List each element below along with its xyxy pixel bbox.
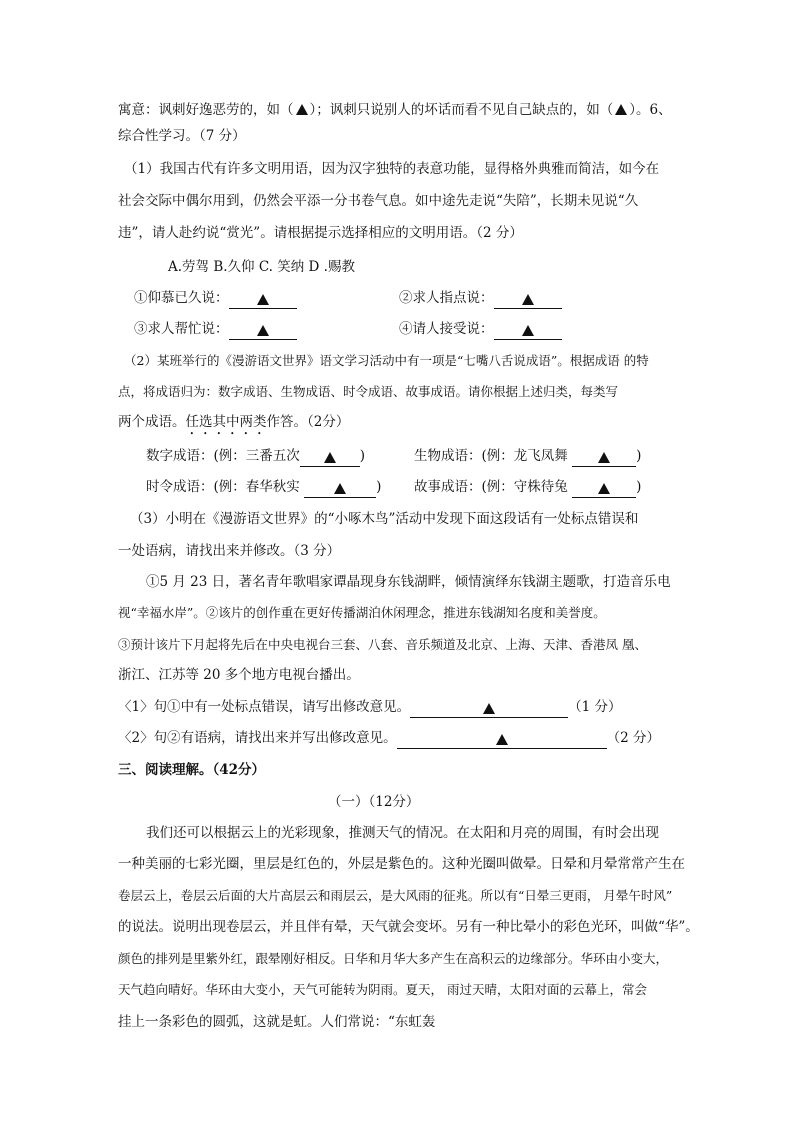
answer-blank-icon [483, 703, 495, 714]
answer-field[interactable] [494, 293, 562, 309]
answer-blank-icon [257, 294, 269, 305]
q3-passage-1: ①5 月 23 日，著名青年歌唱家谭晶现身东钱湖畔，倾情演绎东钱湖主题歌，打造音乐电 [146, 574, 671, 590]
reading-line-2: 一种美丽的七彩光圈，里层是红色的，外层是紫色的。这种光圈叫做晕。日晕和月晕常常产生在 [118, 856, 685, 872]
answer-blank-icon [496, 734, 508, 745]
answer-blank-icon [522, 294, 534, 305]
subsection-1-heading: （一）（12分） [328, 794, 420, 810]
q3-intro-2: 一处语病，请找出来并修改。（3 分） [118, 543, 341, 559]
reading-line-5: 颜色的排列是里紫外红，跟晕刚好相反。日华和月华大多产生在高积云的边缘部分。华环由小变大， [118, 951, 669, 966]
answer-blank-icon [257, 325, 269, 336]
reading-line-7: 挂上一条彩色的圆弧，这就是虹。人们常说：“东虹轰 [118, 1014, 436, 1030]
answer-field[interactable] [397, 733, 607, 749]
q3-passage-3: ③预计该片下月起将先后在中央电视台三套、八套、音乐频道及北京、上海、天津、香港凤 凰、 [118, 637, 647, 652]
q2-biology-idioms: 生物成语：(例：龙飞凤舞 ) [414, 447, 641, 467]
q3-subquestion-1: 〈1〉句①中有一处标点错误，请写出修改意见。 （1 分） [118, 698, 621, 718]
q2-numeric-idioms: 数字成语：(例：三番五次 ) [146, 447, 365, 467]
q3-passage-2: 视“幸福水岸”。②该片的创作重在更好传播湖泊休闲理念，推进东钱湖知名度和美誉度。 [118, 605, 606, 620]
q2-intro-2: 点，将成语归为：数字成语、生物成语、时令成语、故事成语。请你根据上述归类，每类写 [118, 384, 619, 399]
answer-blank-icon [324, 452, 336, 463]
q3-subquestion-2: 〈2〉句②有语病，请找出来并写出修改意见。 （2 分） [118, 729, 660, 749]
q1-intro-3: 违”，请人赴约说“赏光”。请根据提示选择相应的文明用语。（2 分） [118, 225, 523, 241]
answer-blank-icon [598, 483, 610, 494]
q2-story-idioms: 故事成语：(例：守株待兔 ) [414, 478, 641, 498]
q1-item-d: ④请人接受说： [399, 320, 562, 340]
reading-line-1: 我们还可以根据云上的光彩现象，推测天气的情况。在太阳和月亮的周围，有时会出现 [146, 825, 659, 841]
q1-item-c: ③求人帮忙说： [134, 320, 297, 340]
reading-line-3: 卷层云上，卷层云后面的大片高层云和雨层云，是大风雨的征兆。所以有“日晕三更雨， 月晕午时风” [118, 888, 673, 903]
answer-field[interactable] [572, 451, 636, 467]
q1-item-b: ②求人指点说： [399, 289, 562, 309]
q3-intro-1: （3）小明在《漫游语文世界》的“小啄木鸟”活动中发现下面这段话有一处标点错误和 [130, 511, 639, 527]
q2-season-idioms: 时令成语：(例：春华秋实 ) [146, 478, 381, 498]
reading-line-6: 天气趋向晴好。华环由大变小，天气可能转为阴雨。夏天， 雨过天晴，太阳对面的云幕上，常会 [118, 982, 647, 997]
line-allegory: 寓意：讽刺好逸恶劳的，如（ ）；讽刺只说别人的坏话而看不见自己缺点的，如（ ）。6、 [118, 102, 672, 118]
answer-field[interactable] [304, 482, 376, 498]
q2-intro-1: （2）某班举行的《漫游语文世界》语文学习活动中有一项是“七嘴八舌说成语”。根据成语 的特 [124, 353, 649, 368]
q1-item-a: ①仰慕已久说： [134, 289, 297, 309]
line-section-6: 综合性学习。（7 分） [118, 128, 246, 144]
answer-blank-icon [334, 483, 346, 494]
answer-blank-icon [615, 104, 627, 115]
answer-field[interactable] [300, 451, 360, 467]
section-3-heading: 三、阅读理解。（42分） [118, 762, 266, 778]
answer-blank-icon [598, 452, 610, 463]
q2-intro-3: 两个成语。任选其中两类作答。（2分） [118, 414, 350, 430]
answer-blank-icon [296, 104, 308, 115]
answer-field[interactable] [494, 324, 562, 340]
q1-intro-1: （1）我国古代有许多文明用语，因为汉字独特的表意功能，显得格外典雅而简洁，如今在 [124, 161, 660, 177]
q1-intro-2: 社会交际中偶尔用到，仍然会平添一分书卷气息。如中途先走说“失陪”，长期未见说“久 [118, 193, 639, 209]
q3-passage-4: 浙江、江苏等 20 多个地方电视台播出。 [118, 667, 360, 683]
answer-field[interactable] [410, 702, 568, 718]
answer-field[interactable] [572, 482, 636, 498]
reading-line-4: 的说法。说明出现卷层云，并且伴有晕，天气就会变坏。另有一种比晕小的彩色光环，叫做“华”。 [118, 919, 699, 935]
answer-field[interactable] [229, 293, 297, 309]
answer-blank-icon [522, 325, 534, 336]
q1-options: A.劳驾 B.久仰 C. 笑纳 D .赐教 [168, 259, 355, 275]
answer-field[interactable] [229, 324, 297, 340]
